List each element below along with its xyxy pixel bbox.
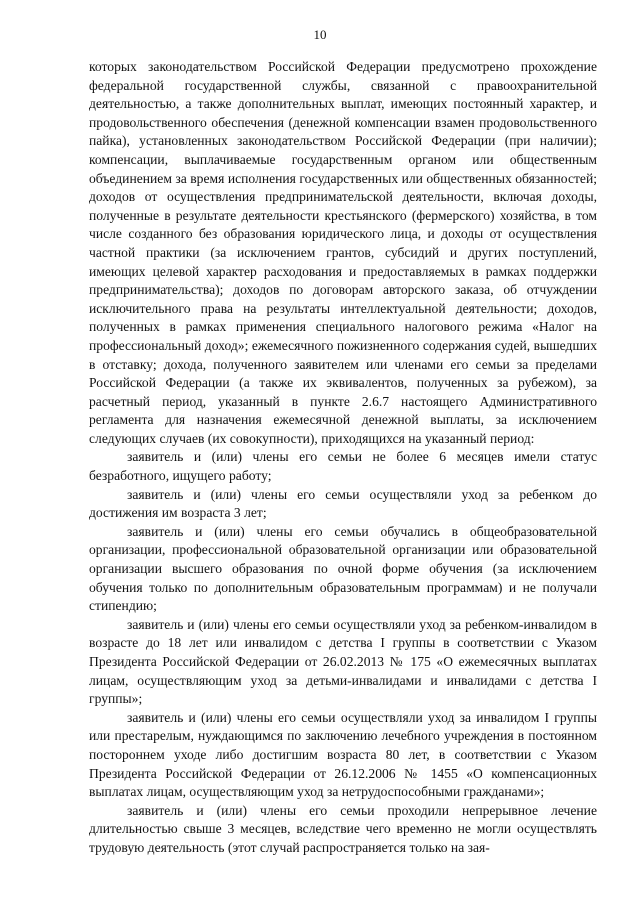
paragraph-elderly-care: заявитель и (или) члены его семьи осуществляли уход за инвалидом I группы или престарелым, нуждающимся по заключению лечебного учреждения в постоянном постороннем уходе либо достигшим возраста 80 лет, в соответствии с Указом Президента Российской Федерации от 26.12.2006 № 1455 «О компенсационных выплатах лицам, осуществляющим уход за нетрудоспособными гражданами»; xyxy=(89,709,597,800)
paragraph-medical-treatment: заявитель и (или) члены его семьи проходили непрерывное лечение длительностью свыше 3 месяцев, вследствие чего временно не могли осуществлять трудовую деятельность (этот случай распространяется только на зая- xyxy=(89,802,597,855)
document-body xyxy=(89,58,597,858)
paragraph-child-care: заявитель и (или) члены его семьи осуществляли уход за ребенком до достижения им возраста 3 лет; xyxy=(89,486,597,521)
paragraph-continuation: которых законодательством Российской Федерации предусмотрено прохождение федеральной государственной службы, связанной с правоохранительной деятельностью, а также дополнительных выплат, имеющих постоянный характер, и продовольственного обеспечения (денежной компенсации взамен продовольственного пайка), установленных законодательством Российской Федерации (при наличии); компенсации, выплачиваемые государственным органом или общественным объединением за время исполнения государственных или общественных обязанностей; доходов от осуществления предпринимательской деятельности, включая доходы, полученные в результате деятельности крестьянского (фермерского) хозяйства, в том числе созданного без образования юридического лица, и доходы от осуществления частной практики (за исключением грантов, субсидий и других поступлений, имеющих целевой характер расходования и предоставляемых в рамках поддержки предпринимательства); доходов по договорам авторского заказа, об отчуждении исключительного права на результаты интеллектуальной деятельности; доходов, полученных в рамках применения специального налогового режима «Налог на профессиональный доход»; ежемесячного пожизненного содержания судей, вышедших в отставку; дохода, полученного заявителем или членами его семьи за пределами Российской Федерации (а также их эквивалентов, полученных за рубежом), за расчетный период, указанный в пункте 2.6.7 настоящего Административного регламента для назначения ежемесячной денежной выплаты, за исключением следующих случаев (их совокупности), приходящихся на указанный период: xyxy=(89,59,597,446)
paragraph-unemployed: заявитель и (или) члены его семьи не более 6 месяцев имели статус безработного, ищущего работу; xyxy=(89,449,597,484)
paragraph-education: заявитель и (или) члены его семьи обучались в общеобразовательной организации, профессиональной образовательной организации или образовательной организации высшего образования по очной форме обучения (за исключением обучения только по дополнительным образовательным программам) и не получали стипендию; xyxy=(89,523,597,614)
paragraph-disabled-child-care: заявитель и (или) члены его семьи осуществляли уход за ребенком-инвалидом в возрасте до 18 лет или инвалидом с детства I группы в соответствии с Указом Президента Российской Федерации от 26.02.2013 № 175 «О ежемесячных выплатах лицам, осуществляющим уход за детьми-инвалидами и инвалидами с детства I группы»; xyxy=(89,616,597,707)
page-number: 10 xyxy=(313,27,327,42)
